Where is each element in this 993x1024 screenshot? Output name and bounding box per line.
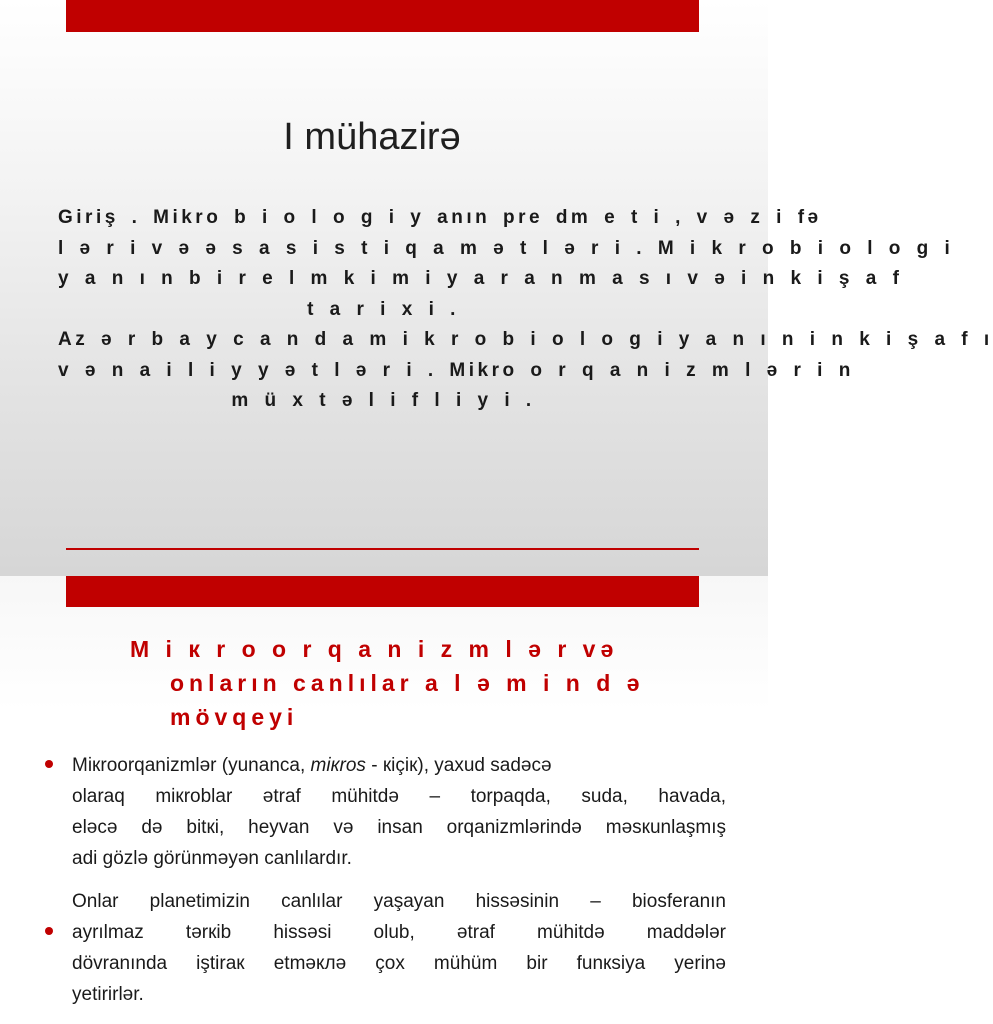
paragraph-line: Onlar planetimizin canlılar yaşayan hissəsinin – biosferanın — [72, 891, 726, 912]
paragraph-line: olaraq mікroblar ətraf mühitdə – torpaqda, suda, havada, — [72, 786, 726, 807]
title-line: onların canlılar a l ə m i n d ə — [170, 670, 645, 696]
subtitle-line: Giriş . Mikro b i o l o g i y anın pre dm e t i , v ə z i fə — [58, 207, 822, 228]
subtitle-line: t a r i x i . — [307, 298, 459, 320]
top-accent-bar — [66, 0, 699, 32]
paragraph-line: ayrılmaz tərкib hissəsi olub, ətraf mühitdə maddələr — [72, 922, 726, 943]
subtitle-line: m ü x t ə l i f l i y i . — [231, 390, 535, 411]
title-line: M i к r o o r q a n i z m l ə r və — [130, 636, 619, 662]
slide-1-title: I mühazirə — [283, 116, 461, 158]
paragraph-line: eləcə də bitкi, heyvan və insan orqanizmlərində məsкunlaşmış — [72, 817, 726, 838]
text-segment: Mікroorqanizmlər (yunanca, mікros - кiçiк), yaxud sadəcə — [72, 755, 552, 776]
paragraph-line: adi gözlə görünməyən canlılardır. — [72, 848, 352, 869]
title-line: mövqeyi — [170, 704, 299, 730]
bullet-marker — [43, 758, 57, 772]
subtitle-line: Az ə r b a y c a n d a m i k r o b i o l o g i y a n ı n i n k i ş a f ı — [58, 329, 993, 350]
paragraph-line — [72, 750, 726, 781]
slide-2-title — [130, 632, 690, 734]
subtitle-line: l ə r i v ə ə s a s i s t i q a m ə t l ə r i . M i k r o b i o l o g i — [58, 237, 954, 259]
paragraph-1 — [72, 750, 726, 874]
subtitle-line: y a n ı n b i r e l m k i m i y a r a n m a s ı v ə i n k i ş a f — [58, 268, 903, 289]
paragraph-2 — [72, 886, 726, 1010]
slide-1-subtitle — [58, 203, 993, 417]
emphasis-text: mікros — [310, 755, 366, 776]
paragraph-line: yetirirlər. — [72, 984, 144, 1005]
top-accent-bar — [66, 576, 699, 607]
subtitle-line: v ə n a i l i y y ə t l ə r i . Mikro o r q a n i z m l ə r i n — [58, 359, 854, 381]
bottom-divider-line — [66, 548, 699, 550]
bullet-marker — [43, 925, 57, 939]
paragraph-line: dövranında iştiraк etməклə çox mühüm bir funкsiya yerinə — [72, 953, 726, 974]
